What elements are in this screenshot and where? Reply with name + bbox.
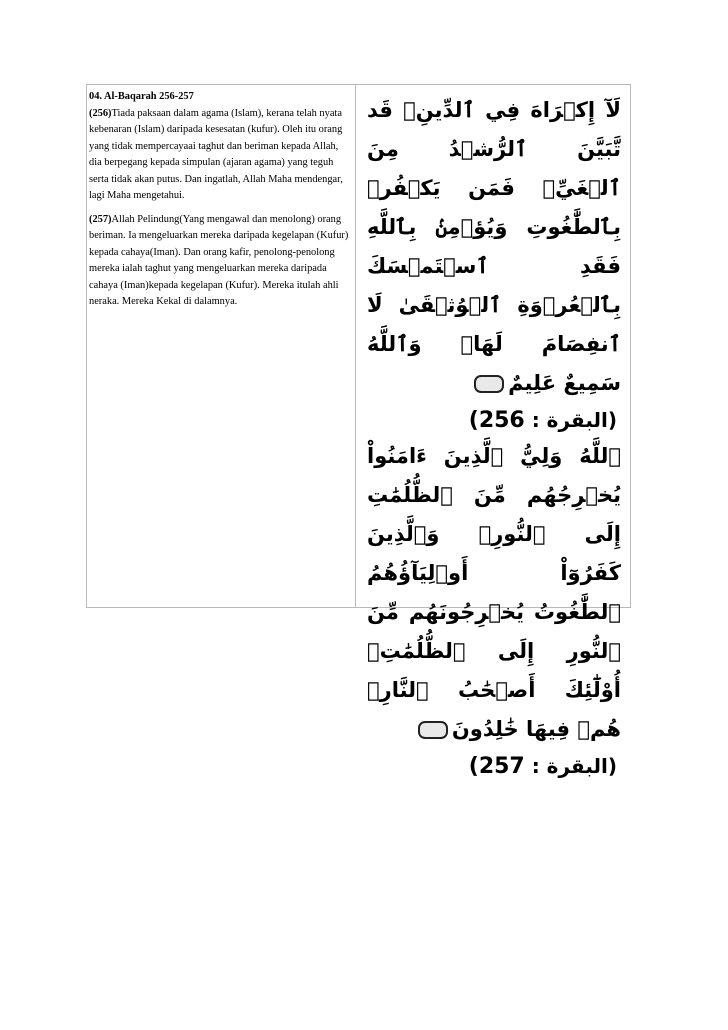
arabic-text-256: لَآ إِكۡرَاهَ فِي ٱلدِّينِۖ قَد تَّبَيَّنَ ٱلرُّشۡدُ مِنَ ٱلۡغَيِّۚ فَمَن يَكۡفُرۡ بِٱلطَّٰغُوتِ وَيُؤۡمِنۢ بِٱللَّهِ فَقَدِ ٱسۡتَمۡسَكَ بِٱلۡعُرۡوَةِ ٱلۡوُثۡقَىٰ لَا ٱنفِصَامَ لَهَاۗ وَٱللَّهُ سَمِيعٌ عَلِيمٌ [367,98,621,395]
translation-257 [89,212,353,311]
arabic-verse-257 [357,437,627,749]
arabic-cell [357,91,627,779]
ayah-end-marker-icon [418,721,448,739]
surah-reference-number-256: 256) [468,408,525,433]
page-heading: 04. Al-Baqarah 256-257 [89,91,194,102]
surah-reference-label-257: (البقرة : [531,754,617,778]
surah-reference-256 [357,403,627,437]
column-divider [355,85,356,607]
translation-cell [87,85,355,318]
surah-reference-label-256: (البقرة : [531,408,617,432]
translation-text-257: Allah Pelindung(Yang mengawal dan menolong) orang beriman. Ia mengeluarkan mereka daripada kegelapan (Kufur) kepada cahaya(Iman). Dan orang kafir, penolong-penolong mereka ialah taghut yang mengeluarkan mereka daripada cahaya (Iman)kepada kegelapan (Kufur). Mereka itulah ahli neraka. Mereka Kekal di dalamnya. [89,213,349,307]
surah-reference-257 [357,749,627,783]
verse-number-257: (257) [89,213,112,225]
verse-table [86,84,631,779]
arabic-text-257: ٱللَّهُ وَلِيُّ ٱلَّذِينَ ءَامَنُواْ يُخۡرِجُهُم مِّنَ ٱلظُّلُمَٰتِ إِلَى ٱلنُّورِۖ وَٱلَّذِينَ كَفَرُوٓاْ أَوۡلِيَآؤُهُمُ ٱلطَّٰغُوتُ يُخۡرِجُونَهُم مِّنَ ٱلنُّورِ إِلَى ٱلظُّلُمَٰتِۗ أُوْلَٰٓئِكَ أَصۡحَٰبُ ٱلنَّارِۖ هُمۡ فِيهَا خَٰلِدُونَ [367,444,621,741]
translation-256 [89,106,353,205]
surah-reference-number-257: 257) [468,754,525,779]
arabic-verse-256 [357,91,627,403]
ayah-end-marker-icon [474,375,504,393]
verse-number-256: (256) [89,107,112,119]
translation-text-256: Tiada paksaan dalam agama (Islam), kerana telah nyata kebenaran (Islam) daripada kesesatan (kufur). Oleh itu orang yang tidak mempercayaai taghut dan beriman kepada Allah, dia berpegang kepada simpulan (ajaran agama) yang teguh serta tidak akan putus. Dan ingatlah, Allah Maha mendengar, lagi Maha mengetahui. [89,107,343,201]
